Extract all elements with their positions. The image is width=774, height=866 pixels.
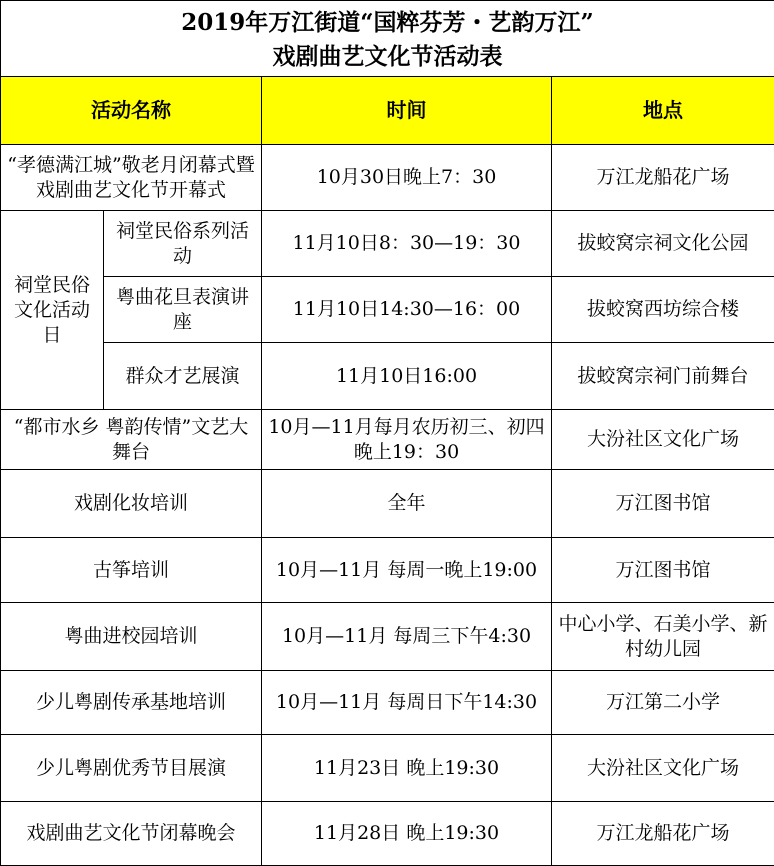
header-place: 地点 bbox=[552, 77, 774, 145]
table-title bbox=[1, 1, 774, 77]
activity-time: 全年 bbox=[262, 470, 552, 538]
activity-place: 拔蛟窝宗祠文化公园 bbox=[552, 211, 774, 277]
activity-name: 少儿粤剧优秀节目展演 bbox=[1, 735, 262, 802]
table-row bbox=[1, 470, 774, 538]
activity-place: 大汾社区文化广场 bbox=[552, 735, 774, 802]
activity-group-name: 祠堂民俗文化活动日 bbox=[1, 211, 104, 410]
activity-place: 大汾社区文化广场 bbox=[552, 410, 774, 470]
activity-name: 祠堂民俗系列活动 bbox=[104, 211, 262, 277]
activity-time: 11月23日 晚上19:30 bbox=[262, 735, 552, 802]
table-row bbox=[1, 671, 774, 735]
table-row bbox=[1, 211, 774, 277]
activity-name: 古筝培训 bbox=[1, 538, 262, 603]
activity-name: 戏剧曲艺文化节闭幕晚会 bbox=[1, 802, 262, 866]
table-row bbox=[1, 343, 774, 410]
activity-time: 10月—11月 每周一晚上19:00 bbox=[262, 538, 552, 603]
title-line-1: 2019年万江街道“国粹芬芳・艺韵万江” bbox=[5, 6, 770, 40]
activity-time: 10月30日晚上7：30 bbox=[262, 145, 552, 211]
header-time: 时间 bbox=[262, 77, 552, 145]
table-row bbox=[1, 603, 774, 671]
header-row bbox=[1, 77, 774, 145]
table-row bbox=[1, 145, 774, 211]
table-row bbox=[1, 538, 774, 603]
activity-time: 11月10日14:30—16：00 bbox=[262, 277, 552, 343]
activity-name: 戏剧化妆培训 bbox=[1, 470, 262, 538]
activity-name: 粤曲花旦表演讲座 bbox=[104, 277, 262, 343]
table-row bbox=[1, 410, 774, 470]
activity-name: 少儿粤剧传承基地培训 bbox=[1, 671, 262, 735]
activity-name: “都市水乡 粤韵传情”文艺大舞台 bbox=[1, 410, 262, 470]
header-activity-name: 活动名称 bbox=[1, 77, 262, 145]
activity-place: 万江图书馆 bbox=[552, 470, 774, 538]
activity-time: 11月10日16:00 bbox=[262, 343, 552, 410]
activity-name: 群众才艺展演 bbox=[104, 343, 262, 410]
activity-time: 10月—11月每月农历初三、初四晚上19：30 bbox=[262, 410, 552, 470]
title-line-2: 戏剧曲艺文化节活动表 bbox=[5, 40, 770, 74]
table-row bbox=[1, 735, 774, 802]
activity-time: 10月—11月 每周日下午14:30 bbox=[262, 671, 552, 735]
activity-time: 10月—11月 每周三下午4:30 bbox=[262, 603, 552, 671]
table-row bbox=[1, 802, 774, 866]
activity-place: 拔蛟窝西坊综合楼 bbox=[552, 277, 774, 343]
activity-place: 万江第二小学 bbox=[552, 671, 774, 735]
activity-place: 万江龙船花广场 bbox=[552, 802, 774, 866]
activity-place: 拔蛟窝宗祠门前舞台 bbox=[552, 343, 774, 410]
activity-place: 万江图书馆 bbox=[552, 538, 774, 603]
activity-name: “孝德满江城”敬老月闭幕式暨戏剧曲艺文化节开幕式 bbox=[1, 145, 262, 211]
activity-place: 中心小学、石美小学、新村幼儿园 bbox=[552, 603, 774, 671]
activity-time: 11月28日 晚上19:30 bbox=[262, 802, 552, 866]
activity-name: 粤曲进校园培训 bbox=[1, 603, 262, 671]
table-row bbox=[1, 277, 774, 343]
activity-time: 11月10日8：30—19：30 bbox=[262, 211, 552, 277]
activity-place: 万江龙船花广场 bbox=[552, 145, 774, 211]
